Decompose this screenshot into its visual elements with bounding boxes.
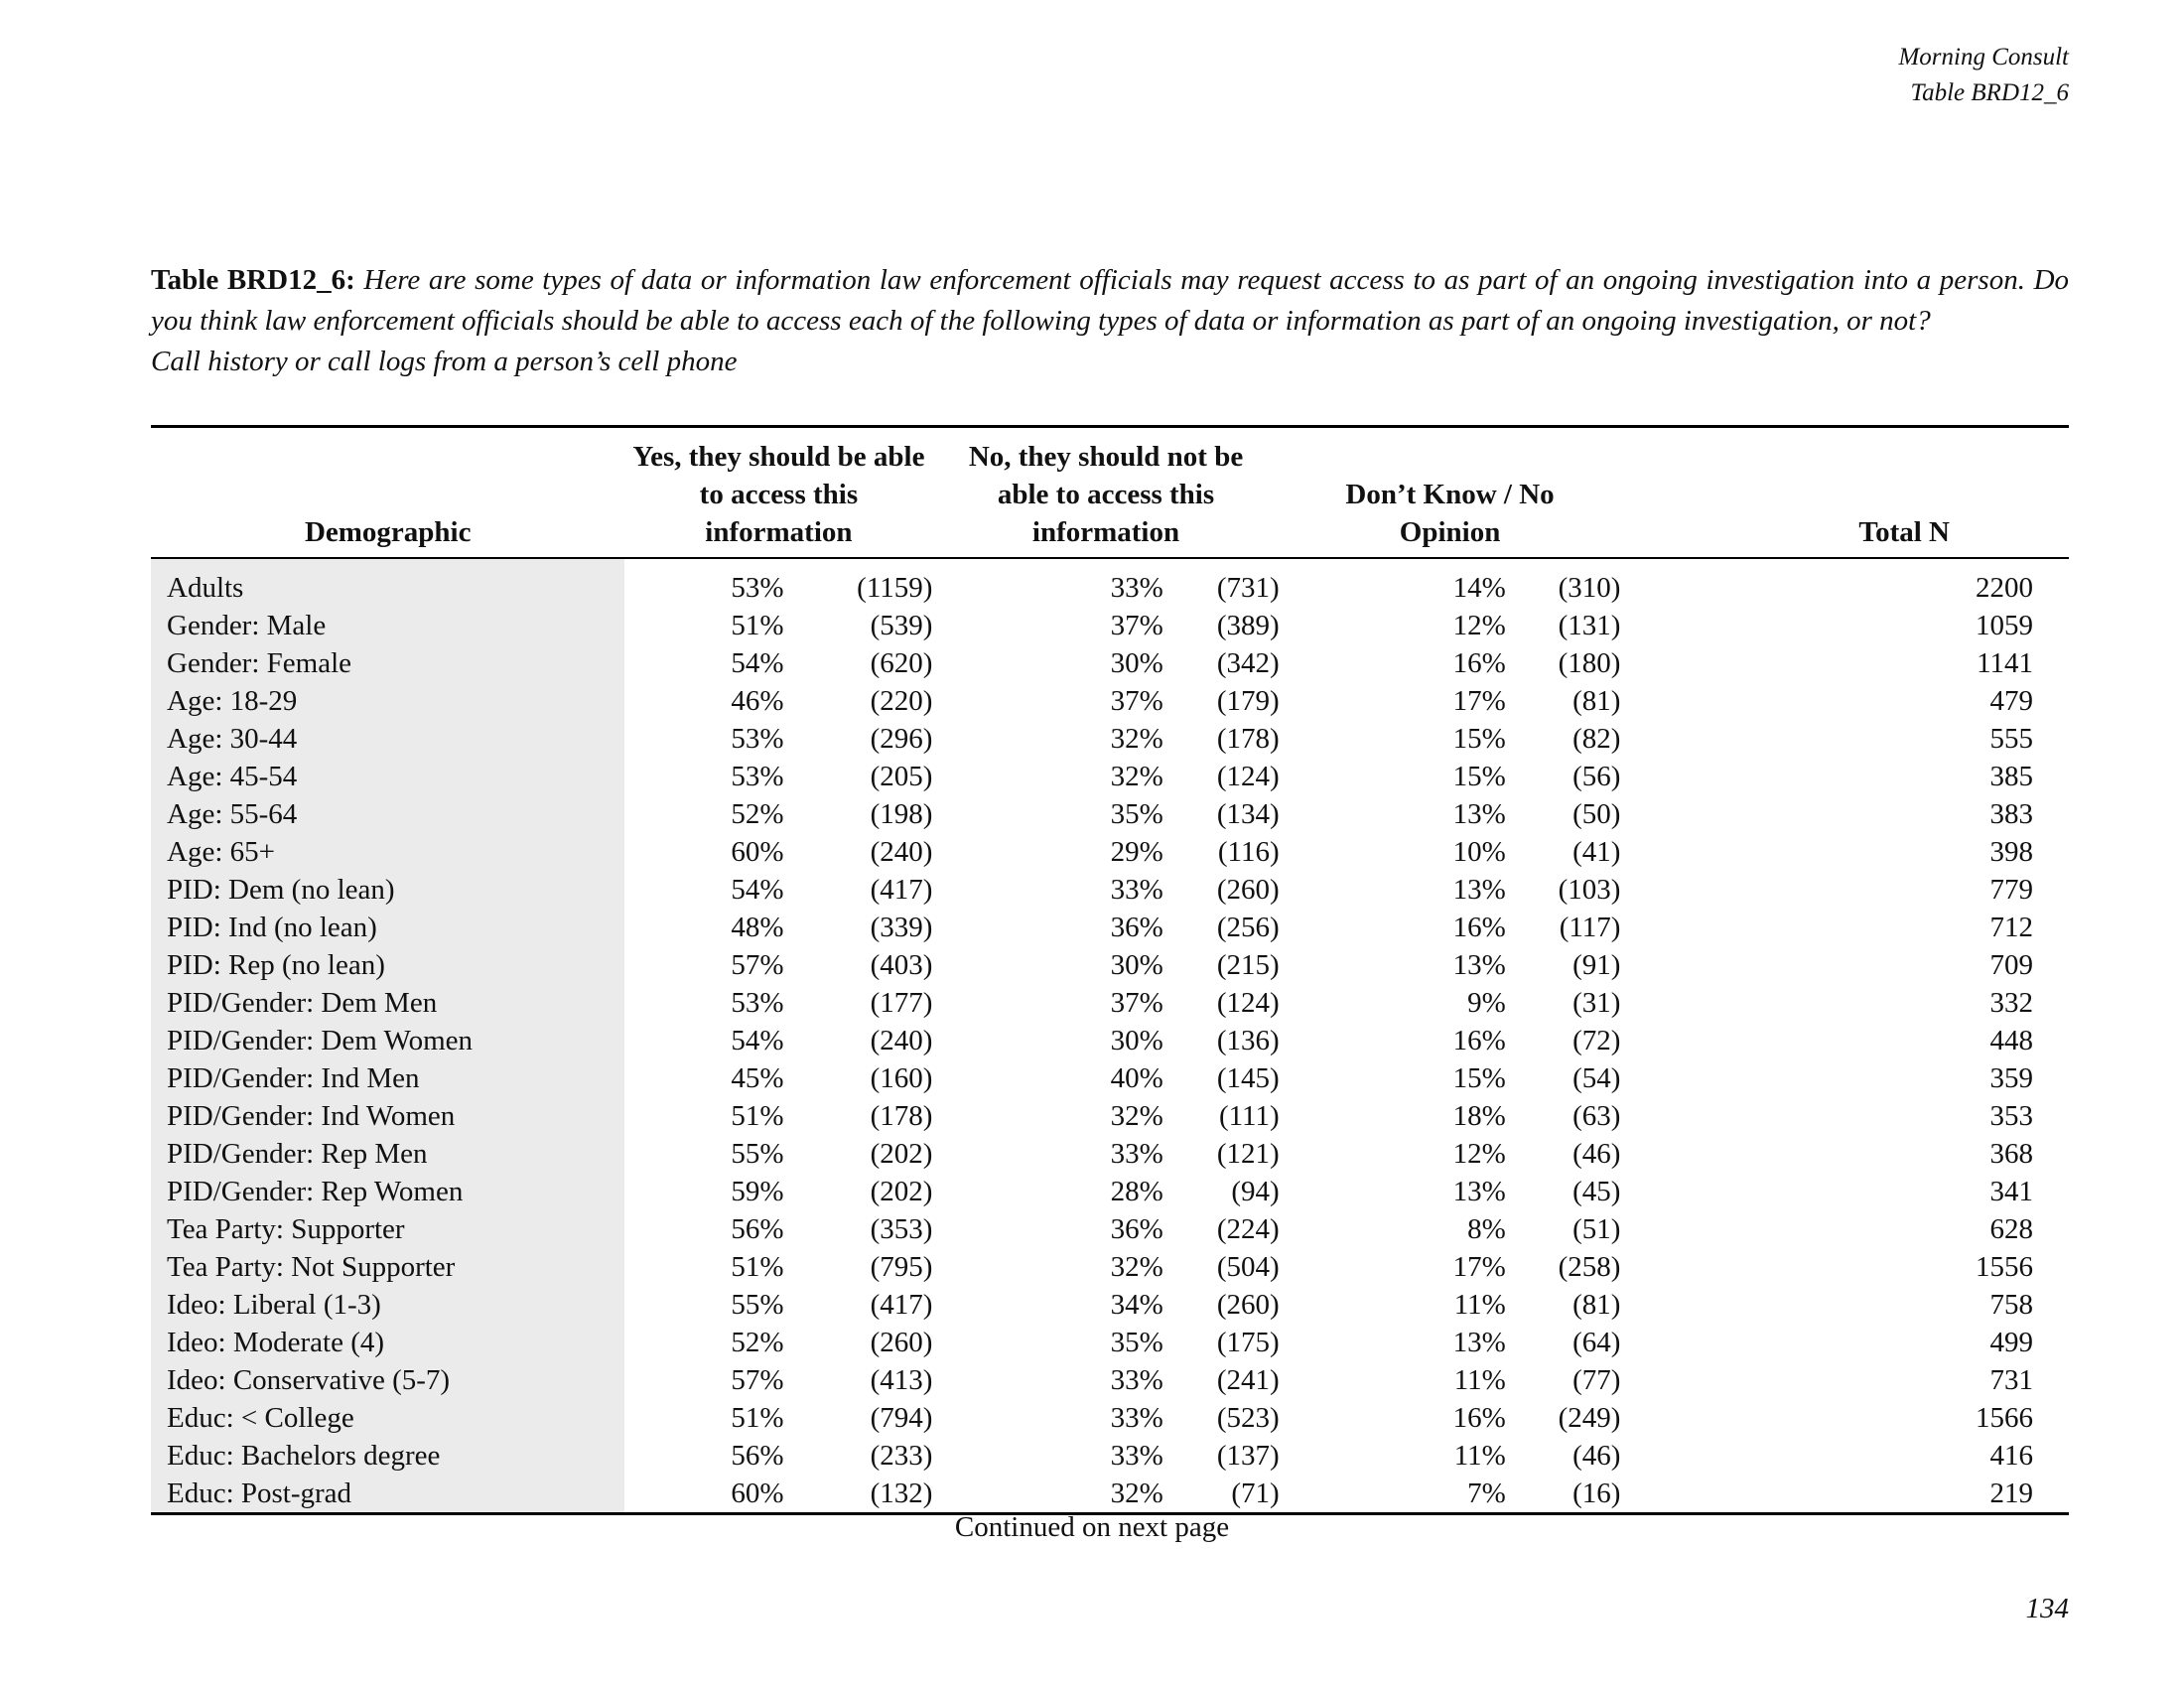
continued-note: Continued on next page [954,1511,1230,1543]
col-header-no: No, they should not be able to access this information [932,427,1279,559]
dk-pct: 16% [1452,912,1506,943]
no-count: (260) [1216,874,1280,906]
row-label: PID: Rep (no lean) [151,946,624,984]
no-pct: 33% [1110,1364,1163,1396]
yes-count: (353) [870,1213,933,1245]
no-pct: 29% [1110,836,1163,868]
yes-count: (233) [870,1440,933,1472]
yes-count: (620) [870,647,933,679]
table-row [151,1286,2069,1324]
yes-pct: 54% [731,1025,784,1056]
row-label: PID: Ind (no lean) [151,909,624,946]
dk-count: (77) [1572,1364,1621,1396]
yes-pct: 46% [731,685,784,717]
total-n: 1141 [1977,647,2033,679]
row-label: PID/Gender: Ind Men [151,1059,624,1097]
yes-count: (413) [870,1364,933,1396]
total-n: 219 [1989,1477,2033,1509]
total-n: 779 [1989,874,2033,906]
yes-count: (296) [870,723,933,755]
dk-pct: 14% [1452,572,1506,604]
no-count: (145) [1216,1062,1280,1094]
table-row [151,558,2069,607]
yes-count: (202) [870,1138,933,1170]
no-pct: 30% [1110,647,1163,679]
dk-count: (51) [1572,1213,1621,1245]
table-row [151,758,2069,795]
yes-pct: 52% [731,798,784,830]
dk-pct: 11% [1453,1289,1506,1321]
table-row [151,1173,2069,1210]
yes-count: (198) [870,798,933,830]
dk-pct: 13% [1452,1327,1506,1358]
crosstab-table [151,425,2069,1515]
yes-count: (539) [870,610,933,641]
no-pct: 28% [1110,1176,1163,1207]
yes-pct: 51% [731,1251,784,1283]
yes-pct: 52% [731,1327,784,1358]
yes-count: (178) [870,1100,933,1132]
table-row [151,1361,2069,1399]
row-label: Educ: Bachelors degree [151,1437,624,1475]
table-row [151,1248,2069,1286]
yes-count: (260) [870,1327,933,1358]
dk-count: (56) [1572,761,1621,792]
row-label: Tea Party: Not Supporter [151,1248,624,1286]
row-label: Tea Party: Supporter [151,1210,624,1248]
total-n: 398 [1989,836,2033,868]
table-row [151,946,2069,984]
total-n: 1556 [1976,1251,2033,1283]
no-count: (731) [1216,572,1280,604]
dk-count: (63) [1572,1100,1621,1132]
col-header-yes: Yes, they should be able to access this information [624,427,932,559]
dk-count: (46) [1572,1440,1621,1472]
row-label: Gender: Male [151,607,624,644]
yes-pct: 55% [731,1138,784,1170]
no-pct: 36% [1110,912,1163,943]
total-n: 359 [1989,1062,2033,1094]
total-n: 758 [1989,1289,2033,1321]
no-count: (389) [1216,610,1280,641]
total-n: 1059 [1976,610,2033,641]
yes-pct: 59% [731,1176,784,1207]
total-n: 332 [1989,987,2033,1019]
no-count: (504) [1216,1251,1280,1283]
total-n: 499 [1989,1327,2033,1358]
no-pct: 40% [1110,1062,1163,1094]
dk-pct: 9% [1467,987,1506,1019]
total-n: 479 [1989,685,2033,717]
no-count: (121) [1216,1138,1280,1170]
yes-count: (794) [870,1402,933,1434]
dk-count: (249) [1558,1402,1621,1434]
dk-pct: 17% [1452,685,1506,717]
yes-count: (417) [870,874,933,906]
no-count: (523) [1216,1402,1280,1434]
yes-count: (403) [870,949,933,981]
table-row [151,909,2069,946]
no-pct: 32% [1110,1477,1163,1509]
dk-pct: 12% [1452,1138,1506,1170]
total-n: 383 [1989,798,2033,830]
caption-question: Here are some types of data or information law enforcement officials may request access to as part of an ongoing investigation into a person. Do you think law enforcement officials should be able to access each of the following types of data or information as part of an ongoing investigation, or not? [151,264,2070,337]
total-n: 628 [1989,1213,2033,1245]
dk-count: (16) [1572,1477,1621,1509]
no-pct: 32% [1110,723,1163,755]
caption-question-block [151,260,2069,342]
dk-count: (64) [1572,1327,1621,1358]
row-label: Age: 18-29 [151,682,624,720]
dk-count: (81) [1572,1289,1621,1321]
dk-count: (310) [1558,572,1621,604]
no-pct: 33% [1110,1402,1163,1434]
dk-pct: 16% [1452,647,1506,679]
no-count: (260) [1216,1289,1280,1321]
row-label: Age: 65+ [151,833,624,871]
dk-count: (103) [1558,874,1621,906]
total-n: 385 [1989,761,2033,792]
row-label: Ideo: Conservative (5-7) [151,1361,624,1399]
yes-pct: 54% [731,647,784,679]
yes-pct: 56% [731,1440,784,1472]
dk-pct: 16% [1452,1025,1506,1056]
dk-count: (50) [1572,798,1621,830]
row-label: Ideo: Moderate (4) [151,1324,624,1361]
no-pct: 33% [1110,572,1163,604]
header-row [151,427,2069,559]
yes-pct: 53% [731,723,784,755]
row-label: Age: 30-44 [151,720,624,758]
yes-pct: 57% [731,1364,784,1396]
col-header-dk: Don’t Know / No Opinion [1280,427,1621,559]
dk-pct: 13% [1452,949,1506,981]
total-n: 2200 [1976,572,2033,604]
row-label: PID/Gender: Ind Women [151,1097,624,1135]
dk-count: (45) [1572,1176,1621,1207]
yes-pct: 51% [731,1402,784,1434]
table-body [151,558,2069,1514]
no-pct: 32% [1110,1251,1163,1283]
no-pct: 37% [1110,610,1163,641]
dk-pct: 8% [1467,1213,1506,1245]
dk-count: (81) [1572,685,1621,717]
dk-pct: 17% [1452,1251,1506,1283]
table-row [151,1437,2069,1475]
yes-pct: 53% [731,761,784,792]
row-label: Gender: Female [151,644,624,682]
no-pct: 30% [1110,949,1163,981]
no-pct: 30% [1110,1025,1163,1056]
table-row [151,720,2069,758]
yes-count: (160) [870,1062,933,1094]
row-label: Educ: < College [151,1399,624,1437]
row-label: Age: 55-64 [151,795,624,833]
total-n: 712 [1989,912,2033,943]
table-row [151,644,2069,682]
yes-pct: 51% [731,1100,784,1132]
total-n: 368 [1989,1138,2033,1170]
yes-count: (339) [870,912,933,943]
dk-pct: 11% [1453,1440,1506,1472]
no-count: (175) [1216,1327,1280,1358]
dk-count: (72) [1572,1025,1621,1056]
table-row [151,833,2069,871]
yes-pct: 57% [731,949,784,981]
table-row [151,682,2069,720]
table-caption [151,260,2069,382]
table-row [151,871,2069,909]
yes-count: (202) [870,1176,933,1207]
dk-pct: 11% [1453,1364,1506,1396]
table-id: Table BRD12_6 [1910,79,2069,106]
yes-pct: 54% [731,874,784,906]
row-label: Adults [151,558,624,607]
no-count: (124) [1216,761,1280,792]
dk-pct: 12% [1452,610,1506,641]
dk-count: (131) [1558,610,1621,641]
table-row [151,1059,2069,1097]
total-n: 448 [1989,1025,2033,1056]
dk-count: (180) [1558,647,1621,679]
table-row [151,607,2069,644]
caption-label: Table BRD12_6: [151,264,355,296]
no-pct: 35% [1110,1327,1163,1358]
dk-pct: 15% [1452,723,1506,755]
no-pct: 32% [1110,761,1163,792]
yes-count: (177) [870,987,933,1019]
dk-pct: 13% [1452,798,1506,830]
caption-subtitle: Call history or call logs from a person’s cell phone [151,346,738,377]
no-count: (178) [1216,723,1280,755]
no-pct: 34% [1110,1289,1163,1321]
row-label: PID: Dem (no lean) [151,871,624,909]
no-count: (342) [1216,647,1280,679]
no-count: (94) [1231,1176,1280,1207]
no-count: (71) [1231,1477,1280,1509]
no-count: (116) [1217,836,1280,868]
dk-count: (54) [1572,1062,1621,1094]
dk-pct: 15% [1452,1062,1506,1094]
no-pct: 33% [1110,1440,1163,1472]
row-label: PID/Gender: Dem Women [151,1022,624,1059]
dk-count: (91) [1572,949,1621,981]
row-label: PID/Gender: Rep Men [151,1135,624,1173]
table-row [151,1097,2069,1135]
page-number: 134 [2025,1593,2069,1624]
yes-count: (795) [870,1251,933,1283]
no-count: (137) [1216,1440,1280,1472]
table-row [151,984,2069,1022]
dk-count: (31) [1572,987,1621,1019]
no-count: (215) [1216,949,1280,981]
row-label: PID/Gender: Dem Men [151,984,624,1022]
total-n: 353 [1989,1100,2033,1132]
no-count: (124) [1216,987,1280,1019]
yes-pct: 60% [731,1477,784,1509]
row-label: Ideo: Liberal (1-3) [151,1286,624,1324]
no-pct: 35% [1110,798,1163,830]
col-header-demographic: Demographic [151,427,624,559]
org-name: Morning Consult [1898,44,2069,70]
no-count: (111) [1218,1100,1280,1132]
no-pct: 32% [1110,1100,1163,1132]
yes-count: (240) [870,836,933,868]
yes-count: (1159) [857,572,933,604]
yes-pct: 60% [731,836,784,868]
dk-count: (82) [1572,723,1621,755]
dk-pct: 16% [1452,1402,1506,1434]
yes-count: (132) [870,1477,933,1509]
no-count: (134) [1216,798,1280,830]
dk-pct: 7% [1467,1477,1506,1509]
total-n: 555 [1989,723,2033,755]
dk-count: (258) [1558,1251,1621,1283]
dk-pct: 15% [1452,761,1506,792]
no-pct: 33% [1110,874,1163,906]
yes-count: (220) [870,685,933,717]
col-header-total: Total N [1620,427,2069,559]
dk-count: (117) [1559,912,1621,943]
no-count: (256) [1216,912,1280,943]
dk-pct: 10% [1452,836,1506,868]
no-pct: 37% [1110,685,1163,717]
total-n: 416 [1989,1440,2033,1472]
no-pct: 37% [1110,987,1163,1019]
yes-pct: 48% [731,912,784,943]
yes-pct: 56% [731,1213,784,1245]
total-n: 709 [1989,949,2033,981]
no-count: (179) [1216,685,1280,717]
no-pct: 33% [1110,1138,1163,1170]
yes-pct: 45% [731,1062,784,1094]
dk-pct: 18% [1452,1100,1506,1132]
no-count: (241) [1216,1364,1280,1396]
no-count: (224) [1216,1213,1280,1245]
table-row [151,795,2069,833]
row-label: Educ: Post-grad [151,1475,624,1514]
yes-count: (240) [870,1025,933,1056]
total-n: 341 [1989,1176,2033,1207]
dk-count: (46) [1572,1138,1621,1170]
table-row [151,1324,2069,1361]
yes-count: (205) [870,761,933,792]
table-row [151,1210,2069,1248]
dk-pct: 13% [1452,874,1506,906]
yes-pct: 51% [731,610,784,641]
total-n: 1566 [1976,1402,2033,1434]
yes-count: (417) [870,1289,933,1321]
page-header [1898,40,2069,111]
table-row [151,1135,2069,1173]
yes-pct: 55% [731,1289,784,1321]
total-n: 731 [1989,1364,2033,1396]
no-count: (136) [1216,1025,1280,1056]
dk-pct: 13% [1452,1176,1506,1207]
table-row [151,1399,2069,1437]
no-pct: 36% [1110,1213,1163,1245]
row-label: Age: 45-54 [151,758,624,795]
row-label: PID/Gender: Rep Women [151,1173,624,1210]
yes-pct: 53% [731,572,784,604]
yes-pct: 53% [731,987,784,1019]
dk-count: (41) [1572,836,1621,868]
table-row [151,1022,2069,1059]
table-row [151,1475,2069,1514]
